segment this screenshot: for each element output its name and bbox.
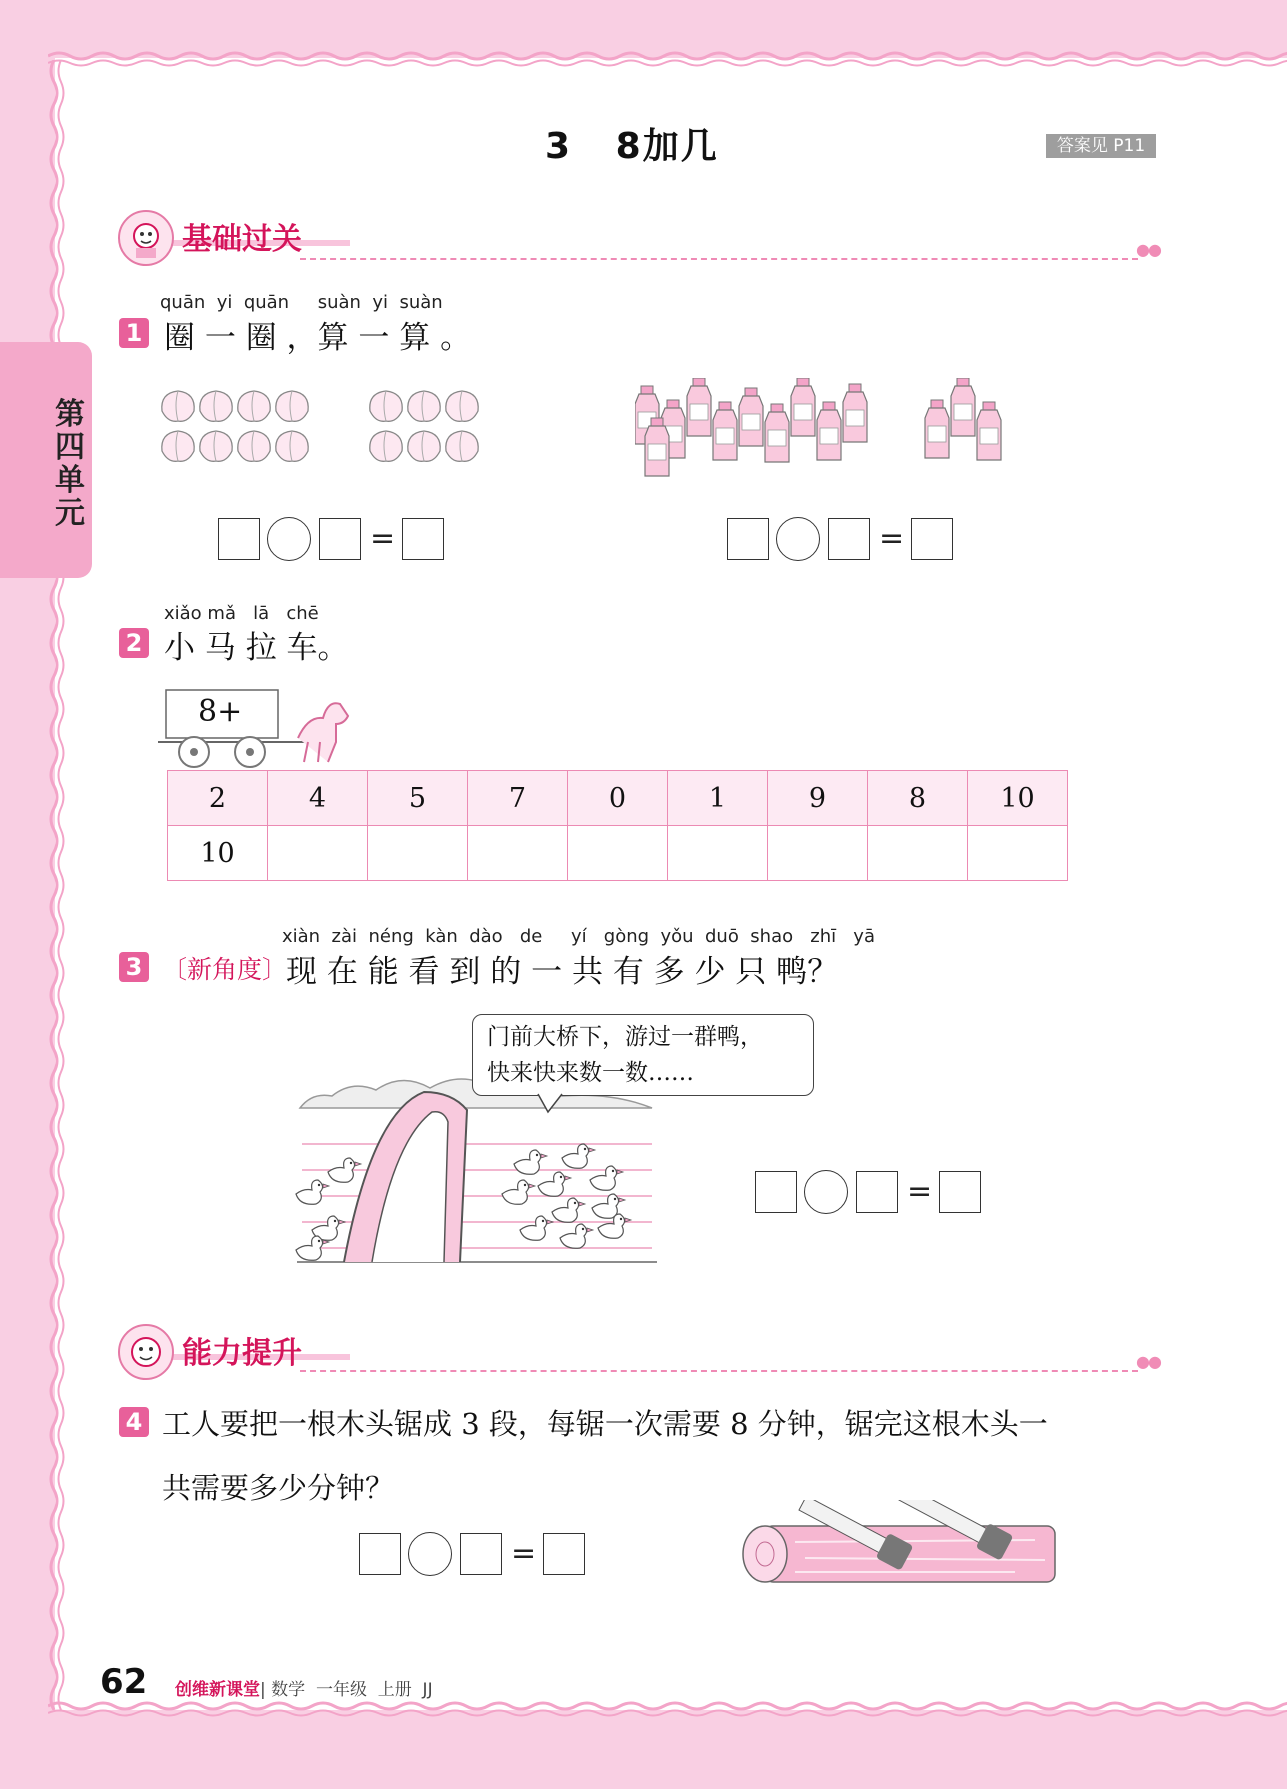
page-title: 3 8加几 xyxy=(545,126,719,167)
answer-box[interactable] xyxy=(828,518,870,560)
footer-info xyxy=(175,1675,433,1700)
peach-icon xyxy=(408,431,440,461)
section-basic-title: 基础过关 xyxy=(182,222,302,257)
table-cell-top: 10 xyxy=(968,771,1068,826)
equals-sign: = xyxy=(879,521,905,556)
table-cell-answer[interactable] xyxy=(268,826,368,881)
bottle-icon xyxy=(951,378,975,436)
peach-icon xyxy=(446,431,478,461)
duck-icon xyxy=(562,1144,595,1168)
table-cell-answer[interactable] xyxy=(668,826,768,881)
duck-icon xyxy=(560,1224,593,1248)
speech-bubble-line2: 快来快来数一数…… xyxy=(487,1060,694,1086)
section-advanced-mascot-icon xyxy=(118,1324,174,1380)
q3-pinyin: xiàn zài néng kàn dào de yí gòng yǒu duō shao zhī yā xyxy=(282,926,875,947)
duck-icon xyxy=(502,1180,535,1204)
section-advanced-title: 能力提升 xyxy=(182,1336,302,1371)
footer-brand: 创维新课堂 xyxy=(175,1680,260,1700)
bottle-icon xyxy=(739,388,763,446)
operator-circle[interactable] xyxy=(776,517,820,561)
left-wavy-border xyxy=(44,60,68,1710)
duck-icon xyxy=(552,1198,585,1222)
peach-icon xyxy=(200,391,232,421)
section-basic-dots-icon: ●● xyxy=(1136,240,1160,259)
answer-box[interactable] xyxy=(319,518,361,560)
peach-icon xyxy=(370,431,402,461)
bottle-icon xyxy=(977,402,1001,460)
peach-icon xyxy=(200,431,232,461)
operator-circle[interactable] xyxy=(267,517,311,561)
table-cell-answer[interactable] xyxy=(368,826,468,881)
log-saw-illustration xyxy=(735,1500,1075,1588)
duck-icon xyxy=(520,1216,553,1240)
top-wavy-border xyxy=(48,46,1287,70)
table-cell-top: 7 xyxy=(468,771,568,826)
table-cell-top: 2 xyxy=(168,771,268,826)
bottle-icon xyxy=(817,402,841,460)
q4-number-badge: 4 xyxy=(119,1407,149,1437)
table-cell-top: 8 xyxy=(868,771,968,826)
peach-icon xyxy=(276,431,308,461)
q2-pinyin: xiǎo mǎ lā chē xyxy=(164,603,319,624)
peach-icon xyxy=(238,391,270,421)
section-advanced-dots-icon: ●● xyxy=(1136,1352,1160,1371)
q2-question-text: 小 马 拉 车。 xyxy=(164,630,349,666)
bottle-icon xyxy=(925,400,949,458)
section-basic-mascot-icon xyxy=(118,210,174,266)
q3-question-text: 现 在 能 看 到 的 一 共 有 多 少 只 鸭？ xyxy=(286,954,839,990)
answer-box[interactable] xyxy=(911,518,953,560)
bottom-wavy-border xyxy=(48,1698,1287,1722)
table-cell-top: 5 xyxy=(368,771,468,826)
equals-sign: = xyxy=(370,521,396,556)
answer-box[interactable] xyxy=(359,1533,401,1575)
table-cell-answer[interactable]: 10 xyxy=(168,826,268,881)
table-cell-top: 1 xyxy=(668,771,768,826)
addition-table xyxy=(167,770,1068,881)
bottle-icon xyxy=(765,404,789,462)
q4-question-line2: 共需要多少分钟？ xyxy=(162,1471,395,1505)
table-cell-top: 4 xyxy=(268,771,368,826)
footer-subject: | 数学 一年级 上册 JJ xyxy=(260,1680,433,1700)
peach-icon xyxy=(162,391,194,421)
answer-box[interactable] xyxy=(460,1533,502,1575)
answer-box[interactable] xyxy=(727,518,769,560)
page-number: 62 xyxy=(100,1662,148,1702)
peach-icon xyxy=(370,391,402,421)
peach-icon xyxy=(238,431,270,461)
bottle-icon xyxy=(687,378,711,436)
peaches-illustration xyxy=(158,385,513,470)
operator-circle[interactable] xyxy=(408,1532,452,1576)
section-basic-divider xyxy=(300,258,1138,260)
answer-box[interactable] xyxy=(543,1533,585,1575)
duck-icon xyxy=(538,1172,571,1196)
q2-number-badge: 2 xyxy=(119,628,149,658)
peach-icon xyxy=(162,431,194,461)
answer-box[interactable] xyxy=(218,518,260,560)
cart-label: 8+ xyxy=(198,694,243,729)
answer-box[interactable] xyxy=(939,1171,981,1213)
table-cell-answer[interactable] xyxy=(468,826,568,881)
duck-icon xyxy=(296,1180,329,1204)
peach-icon xyxy=(446,391,478,421)
speech-bubble-tail xyxy=(536,1092,566,1114)
bottle-icon xyxy=(843,384,867,442)
table-cell-answer[interactable] xyxy=(768,826,868,881)
q1-question-text: 圈 一 圈 ，算 一 算 。 xyxy=(164,320,472,356)
table-cell-answer[interactable] xyxy=(868,826,968,881)
q3-number-badge: 3 xyxy=(119,952,149,982)
table-cell-answer[interactable] xyxy=(568,826,668,881)
answer-reference-badge[interactable]: 答案见 P11 xyxy=(1046,134,1156,158)
bottle-icon xyxy=(791,378,815,436)
equals-sign: = xyxy=(511,1536,537,1571)
table-cell-top: 0 xyxy=(568,771,668,826)
bottle-icon xyxy=(645,418,669,476)
peach-icon xyxy=(276,391,308,421)
answer-box[interactable] xyxy=(856,1171,898,1213)
horse-cart-illustration xyxy=(158,686,364,770)
answer-box[interactable] xyxy=(402,518,444,560)
section-advanced-divider xyxy=(300,1370,1138,1372)
speech-bubble-line1: 门前大桥下，游过一群鸭， xyxy=(487,1024,763,1050)
q1-number-badge: 1 xyxy=(119,318,149,348)
equals-sign: = xyxy=(907,1174,933,1209)
answer-box[interactable] xyxy=(755,1171,797,1213)
table-cell-answer[interactable] xyxy=(968,826,1068,881)
q3-new-angle-tag: 〔新角度〕 xyxy=(162,955,288,984)
table-cell-top: 9 xyxy=(768,771,868,826)
peach-icon xyxy=(408,391,440,421)
speech-bubble xyxy=(472,1014,814,1096)
unit-side-tab-label: 第四单元 xyxy=(55,397,85,531)
bottle-icon xyxy=(713,402,737,460)
q4-question-line1: 工人要把一根木头锯成 3 段，每锯一次需要 8 分钟，锯完这根木头一 xyxy=(162,1407,1048,1441)
bottles-illustration xyxy=(635,378,1020,478)
q1-pinyin: quān yi quān suàn yi suàn xyxy=(160,292,443,313)
operator-circle[interactable] xyxy=(804,1170,848,1214)
